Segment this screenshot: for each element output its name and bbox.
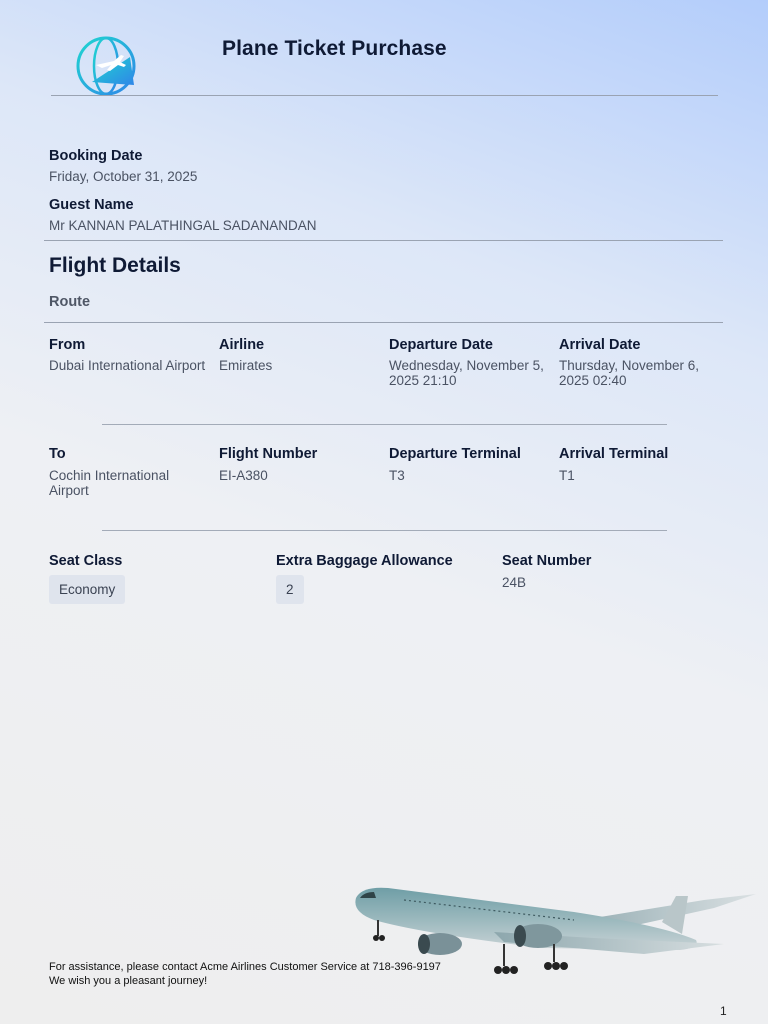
globe-plane-icon <box>74 35 138 97</box>
footer-contact: For assistance, please contact Acme Airlines Customer Service at 718-396-9197 <box>49 961 441 973</box>
booking-date-value: Friday, October 31, 2025 <box>49 169 198 184</box>
airline-value: Emirates <box>219 358 273 373</box>
departure-date-value: Wednesday, November 5, 2025 21:10 <box>389 358 544 388</box>
arrival-terminal-label: Arrival Terminal <box>559 446 669 462</box>
arrival-date-label: Arrival Date <box>559 337 641 353</box>
seat-number-label: Seat Number <box>502 553 592 569</box>
header-divider <box>51 95 718 96</box>
guest-name-label: Guest Name <box>49 197 134 213</box>
flight-number-value: EI-A380 <box>219 468 268 483</box>
booking-divider <box>44 240 723 241</box>
departure-date-label: Departure Date <box>389 337 493 353</box>
guest-name-value: Mr KANNAN PALATHINGAL SADANANDAN <box>49 218 317 233</box>
footer-farewell: We wish you a pleasant journey! <box>49 975 208 987</box>
row2-divider <box>102 530 667 531</box>
arrival-terminal-value: T1 <box>559 468 575 483</box>
departure-terminal-value: T3 <box>389 468 405 483</box>
airline-label: Airline <box>219 337 265 353</box>
seat-number-value: 24B <box>502 575 527 590</box>
row1-divider <box>102 424 667 425</box>
from-value: Dubai International Airport <box>49 358 206 373</box>
booking-date-label: Booking Date <box>49 148 143 164</box>
extra-baggage-badge: 2 <box>276 575 304 604</box>
page-title: Plane Ticket Purchase <box>222 37 447 60</box>
departure-terminal-label: Departure Terminal <box>389 446 521 462</box>
flight-details-title: Flight Details <box>49 254 181 277</box>
route-divider <box>44 322 723 323</box>
seat-class-badge: Economy <box>49 575 125 604</box>
route-label: Route <box>49 294 91 310</box>
to-value: Cochin International Airport <box>49 468 170 498</box>
page-number: 1 <box>720 1004 727 1018</box>
extra-baggage-label: Extra Baggage Allowance <box>276 553 453 569</box>
flight-number-label: Flight Number <box>219 446 318 462</box>
to-label: To <box>49 446 66 462</box>
from-label: From <box>49 337 86 353</box>
seat-class-label: Seat Class <box>49 553 123 569</box>
arrival-date-value: Thursday, November 6, 2025 02:40 <box>559 358 700 388</box>
